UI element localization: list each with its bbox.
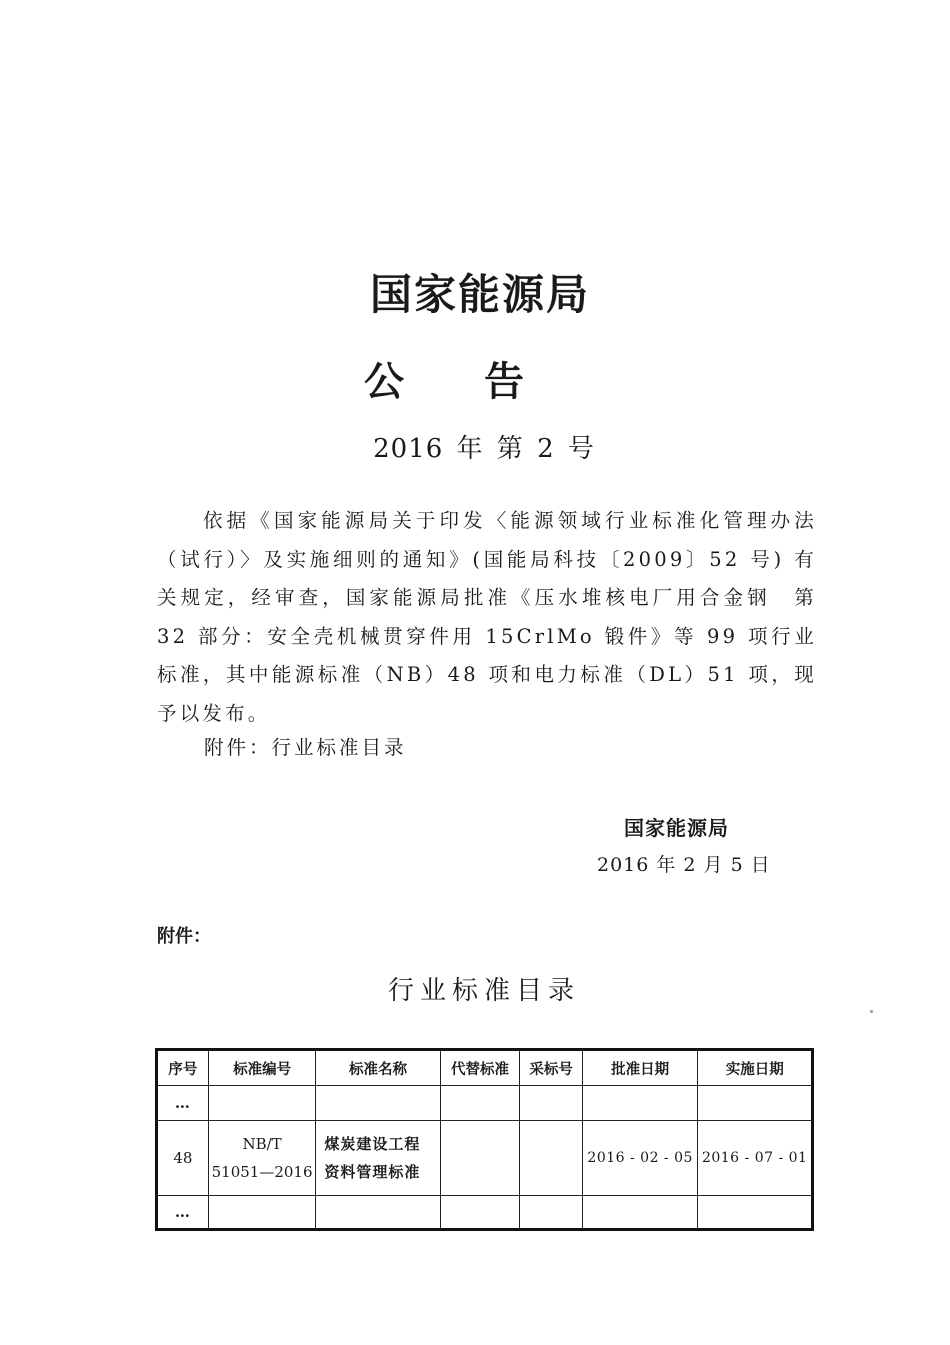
table-cell bbox=[698, 1086, 813, 1121]
standards-table bbox=[155, 1048, 814, 1231]
table-header-row bbox=[157, 1050, 813, 1086]
header-replaces: 代替标准 bbox=[440, 1050, 520, 1086]
table-cell bbox=[440, 1086, 520, 1121]
table-row bbox=[157, 1086, 813, 1121]
header-adopted: 采标号 bbox=[520, 1050, 583, 1086]
header-effective: 实施日期 bbox=[698, 1050, 813, 1086]
table-cell bbox=[440, 1196, 520, 1230]
announcement-number: 2016 年 第 2 号 bbox=[373, 434, 595, 464]
header-approved: 批准日期 bbox=[582, 1050, 697, 1086]
header-code: 标准编号 bbox=[208, 1050, 316, 1086]
table-cell bbox=[698, 1196, 813, 1230]
name-cell bbox=[316, 1121, 440, 1196]
table-cell bbox=[316, 1196, 440, 1230]
name-line: 资料管理标准 bbox=[324, 1163, 421, 1181]
table-cell bbox=[208, 1196, 316, 1230]
code-line: NB/T bbox=[242, 1135, 282, 1153]
table-row bbox=[157, 1196, 813, 1230]
catalog-title: 行业标准目录 bbox=[387, 976, 580, 1006]
table-cell bbox=[208, 1086, 316, 1121]
header-seq: 序号 bbox=[157, 1050, 209, 1086]
table-cell bbox=[582, 1196, 697, 1230]
approved-date-cell: 2016 - 02 - 05 bbox=[582, 1121, 697, 1196]
table-cell bbox=[520, 1086, 583, 1121]
adopted-cell bbox=[520, 1121, 583, 1196]
scan-speck bbox=[870, 1010, 873, 1013]
code-cell bbox=[208, 1121, 316, 1196]
table-cell bbox=[582, 1086, 697, 1121]
attachment-reference: 附件：行业标准目录 bbox=[204, 736, 407, 759]
issuer-title: 国家能源局 bbox=[369, 270, 590, 319]
table-cell bbox=[520, 1196, 583, 1230]
announcement-heading: 公告 bbox=[364, 359, 604, 405]
attachment-label: 附件： bbox=[157, 926, 211, 947]
code-line: 51051—2016 bbox=[211, 1163, 313, 1181]
ellipsis-cell: … bbox=[157, 1086, 209, 1121]
ellipsis-cell: … bbox=[157, 1196, 209, 1230]
signature-date: 2016 年 2 月 5 日 bbox=[597, 854, 771, 876]
announcement-body: 依据《国家能源局关于印发〈能源领域行业标准化管理办法（试行）〉及实施细则的通知》(国能局科技〔2009〕52 号) 有关规定，经审查，国家能源局批准《压水堆核电厂用合金钢 第 32 部分：安全壳机械贯穿件用 15CrlMo 锻件》等 99 项行业标准，其中能源标准（NB）48 项和电力标准（DL）51 项，现予以发布。 bbox=[157, 509, 817, 725]
replaces-cell bbox=[440, 1121, 520, 1196]
seq-cell: 48 bbox=[157, 1121, 209, 1196]
signature-organization: 国家能源局 bbox=[624, 816, 729, 840]
header-name: 标准名称 bbox=[316, 1050, 440, 1086]
table-cell bbox=[316, 1086, 440, 1121]
effective-date-cell: 2016 - 07 - 01 bbox=[698, 1121, 813, 1196]
name-line: 煤炭建设工程 bbox=[324, 1135, 421, 1153]
table-row bbox=[157, 1121, 813, 1196]
